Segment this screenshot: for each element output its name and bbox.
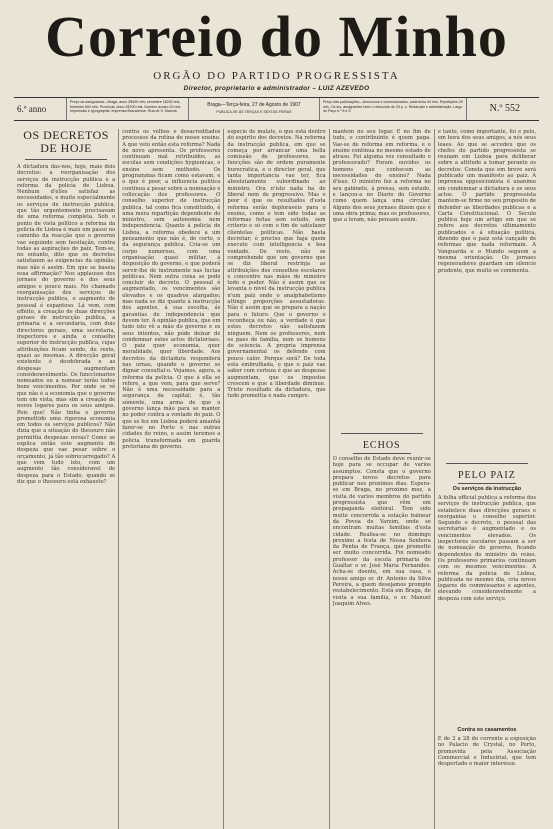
publication-prices: Preço das publicações—Annuncios e communicados, cada linha 40 reis. Repetições 20 reis. Os srs. assignantes teem o desconto de 25 p. c. Redacção e administração, Largo do Paço n.º 8 e 9 bbox=[320, 98, 467, 120]
newspaper-subtitle: ORGÃO DO PARTIDO PROGRESSISTA bbox=[153, 70, 400, 82]
column-5 bbox=[435, 129, 539, 829]
issue-number: N.º 552 bbox=[489, 103, 520, 114]
headline-os-decretos: OS DECRETOS DE HOJE bbox=[23, 129, 109, 155]
article-text: contra os velhos e desacreditados processos da rotina do nosso ensino. A que veiu então esta reforma? Nada de novo apresenta. Os professores continuam mal retribuidos, as escolas sem condições hygienicas, o ensino sem methodo. Os programmas ficam como estavam, e o que é peor, a influencia politica continua a pesar sobre a nomeação e collocação dos professores. O conselho superior de instrucção publica, tal como fica constituido, é uma mera repartição dependente do ministro, sem autonomia nem independencia. Quanto á policia de Lisboa, a reforma obedece a um pensamento que não é, de certo, o da segurança publica. Cria-se um corpo numeroso, com uma organisação quasi militar, á disposição do governo, e que poderá servir-lhe de instrumento nas luctas politicas. Nem outra coisa se pode concluir do decreto. O pessoal é augmentado, os vencimentos são elevados e os quadros alargados; mas nada se diz quanto á instrucção dos agentes, á sua escolha, ás garantias de independencia que devem ter. A opinião publica, que em tudo isto vê a mão do governo e os seus intentos, não póde deixar de condemnar estes actos dictatoriaes. O paiz quer economia, quer moralidade, quer liberdade. Aos decretos da dictadura responderá nas urnas, quando o governo se dignar consultal-o. Vejamos, agora, a reforma da policia. O que á ella se refere, a que vem, para que serve? Não é uma necessidade para a segurança da capital; é, tão sómente, uma arma de que o governo lança mão para se manter no poder contra a vontade do paiz. O que se fez em Lisboa poderá amanhã fazer-se no Porto e nas outras cidades do reino, e assim teremos a policia transformada em guarda pretoriana do governo. bbox=[122, 129, 221, 450]
divider bbox=[446, 463, 528, 464]
pelo-paiz-text: A folha official publica a reforma dos serviços de instrucção publica, que estabelece duas direcções geraes e reorganisa o conselho superior. Segundo o decreto, o pessoal das secretarias é augmentado e os vencimentos elevados. Os inspectores escolares passam a ser de nomeação do governo, ficando dependentes do ministro do reino. Os professores primarios continuam com os mesmos vencimentos. A reforma da policia de Lisboa, publicada no mesmo dia, cria novos logares de commissarios e agentes, elevando consideravelmente a despeza com este serviço. bbox=[437, 495, 537, 602]
year-label: 6.º anno bbox=[14, 98, 67, 120]
divider bbox=[25, 159, 107, 160]
pelo-paiz-text-2: E de 2 a 28 do corrente a exposição no Palacio de Crystal, no Porto, promovida pela Associação Commercial e Industrial, que tem despertado o maior interesse. bbox=[437, 736, 537, 768]
newspaper-title: Correio do Minho bbox=[45, 4, 508, 69]
column-4 bbox=[330, 129, 435, 829]
article-text: e tanto, como importante, foi e pelo, em hora dos seus amigos, a nós seus leaes. Ao que se accedeu que os chefes do partido progressista se reunam em Lisboa para deliberar sobre a attitude a tomar perante os decretos. Consta que em breve será publicado um manifesto ao paiz. A imprensa opposicionista é unanime em condemnar a dictadura e os seus actos. O partido progressista mantem-se firme no seu proposito de defender as liberdades publicas e a Carta Constitucional. O Seculo publica hoje um artigo em que se refere aos decretos ultimamente publicados e á situação politica, dizendo que o paiz está cançado de reformas que nada reformam. A Vanguarda e o Mundo seguem a mesma orientação. Os jornaes regeneradores guardam um silencio prudente, que muito se commenta. bbox=[437, 129, 537, 274]
kicker-instrucao: Os serviços da instrucção bbox=[452, 486, 522, 492]
masthead bbox=[14, 4, 539, 92]
info-bar bbox=[14, 97, 539, 121]
director-line: Director, proprietario e administrador – LUIZ AZEVEDO bbox=[183, 85, 370, 92]
dateline-note: PUBLICA-SE ÁS TERÇAS E SEXTAS-FEIRAS bbox=[216, 110, 292, 114]
headline-pelo-paiz: PELO PAIZ bbox=[458, 470, 516, 481]
echos-text: O conselho de Estado deve reunir-se hoje para se occupar de varios assumptos. Consta que o governo prepara novos decretos para publicar nos proximos dias. Espera-se em Braga, no proximo mez, a visita de varios membros do partido progressista que vêm em propaganda eleitoral. Tem sido muito concorrida a estação balnear da Povoa de Varzim, onde se encontram muitas familias d'esta cidade. Realisa-se no domingo proximo a festa de Nossa Senhora da Penha de França, que promette ser muito concorrida. Foi nomeado professor da escola primaria de Gualtar o sr. José Maria Fernandes. Acha-se doente, em sua casa, o nosso amigo sr. dr. Antonio da Silva Pereira, a quem desejamos prompto restabelecimento. Está em Braga, de visita a sua familia, o sr. Manuel Joaquim Alves. bbox=[332, 456, 431, 607]
kicker-casamentos: Contra os casamentos bbox=[457, 727, 517, 733]
column-2 bbox=[119, 129, 224, 829]
article-columns bbox=[14, 129, 539, 829]
column-1 bbox=[14, 129, 119, 829]
dateline bbox=[189, 98, 320, 120]
subscription-prices: Preço da assignatura—Braga, anno 2$400 reis; semestre 1$200 reis, trimestre 600 reis. Provincia, anno 2$700 reis. Numero avulso 20 reis. Impressão e typographia, Imprensa Bracarense. Rua de S. Marcos. bbox=[67, 98, 189, 120]
divider bbox=[341, 433, 423, 434]
column-3 bbox=[224, 129, 329, 829]
headline-echos: ECHOS bbox=[362, 440, 401, 451]
article-text: A dictadura das-nos, hoje, mais dois decretos: a reorganisação dos serviços de instrucção publica e a reforma da policia de Lisboa. Nenhum d'elles satisfaz as necessidades, e muito especialmente os serviços de instrucção publica, que tão urgentemente precisavam de uma reforma completa. Sob o ponto de vista politico a reforma da policia de Lisboa é mais um passo no caminho da reacção que o governo vae seguindo sem hesitação, contra todas as aspirações do paiz. Tem-se, no entanto, dito que os decretos satisfazem as exigencias da opinião; mas não é assim. Em que se baseia essa affirmação? Nos applausos dos jornaes do governo e dos seus amigos e pouco mais. No chamado reorganisação dos serviços de instrucção publica, o augmento de pessoal é espantoso. Lá vem, com effeito, a creação de duas direcções geraes de instrucção publica, a primaria e a secundaria, com dois directores geraes, uma secretaria, inspectores e ainda o conselho superior de instrucção publica, cujas attribuições ficam sendo, de resto, quasi as mesmas. A direcção geral existente é desdobrada e as despesas augmentam consideravelmente. Os funccionarios nomeados ou a nomear terão todos bons vencimentos. Por onde se vê que não é a economia que o governo tem em vista, mas sim a creação de novos logares para os seus amigos. Pois que! Não tinha o governo promettido uma rigorosa economia em todos os serviços publicos? Não dizia que a situação do thesouro não permittia despezas novas? Como se explica então este augmento de despeza que vae pesar sobre o orçamento, já tão sobrecarregado? A que vem tudo isto, com um augmento tão consideravel de despeza para o Estado, quando se diz que o thesouro está exhausto? bbox=[17, 164, 116, 485]
divider bbox=[353, 453, 411, 454]
article-text: especie de mulats, o que está dentro do espirito dos decretos. Na reforma da instrucção publica, em que se começa por arrancar uma bella comissão de professores, as funcções são de ordem puramente burocratica, e o director geral, que tanta importancia vae ter, fica absolutamente subordinado ao ministro. Ora n'isto nada ha de liberal nem de progressivo. Mas o peor é que os resultados d'esta reforma serão deploraveis para o ensino, como o tem sido todas as reformas feitas sem estudo, sem criterio e só com o fim de satisfazer clientelas politicas. Não basta decretar; é preciso que haja quem execute com intelligencia e boa vontade. De resto, não se comprehende que um governo que se diz liberal restrinja as attribuições dos conselhos escolares e concentre nas mãos do ministro todo o poder. Não é assim que se levanta o nivel da instrucção publica n'um paiz onde o analphabetismo attinge proporções assustadoras. Não é assim que se prepara a nação para o futuro. Que o governo o reconheça ou não, a verdade é que estes decretos não satisfazem ninguem. Nem os professores, nem os paes de familia, nem os homens de sciencia. A propria imprensa governamental os defende com pouco calor. Porque será? De toda esta embrulhada, o que o paiz vae saber com certeza é que as despezas augmentam, que os impostos crescem e que a liberdade diminue. Triste resultado da dictadura, que tudo promettia e nada cumpre. bbox=[227, 129, 326, 400]
dateline-text: Braga—Terça-feira, 27 de Agosto de 1907 bbox=[207, 102, 301, 108]
article-text: mantem no seu logar. E no fim de tudo, o contribuinte é quem paga. Vae-se de reforma em reforma, e o ensino continua no mesmo estado de atraso. Foi alguma vez consultado o professorado? Foram ouvidos os homens que conhecem as necessidades do ensino? Nada d'isso. O ministro fez a reforma no seu gabinete, á pressa, sem estudo, e lançou-a no Diario do Governo como quem lança uma circular. Alguns dos seus jornaes dizem que é uma obra prima; mas os professores, que a leram, não pensam assim. bbox=[332, 129, 431, 224]
divider bbox=[458, 483, 516, 484]
